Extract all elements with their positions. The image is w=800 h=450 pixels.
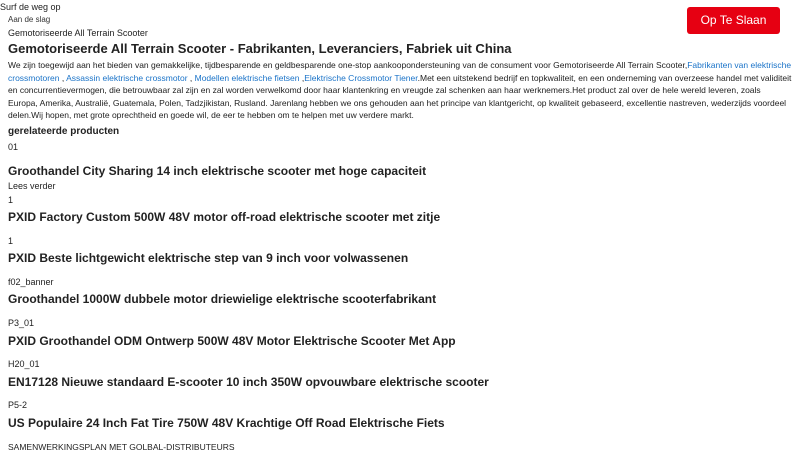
link-electric-crossmotors[interactable]: Fabrikanten van elektrische crossmotoren	[8, 60, 792, 83]
breadcrumb-current: Gemotoriseerde All Terrain Scooter	[8, 28, 148, 38]
product-title[interactable]: PXID Groothandel ODM Ontwerp 500W 48V Motor Elektrische Scooter Met App	[8, 334, 456, 348]
related-products-heading: gerelateerde producten	[8, 126, 120, 137]
cooperation-plan-heading: SAMENWERKINGSPLAN MET GOLBAL-DISTRIBUTEURS	[8, 442, 235, 450]
intro-text	[8, 59, 792, 122]
product-image-label: 01	[8, 142, 19, 152]
product-title[interactable]: PXID Factory Custom 500W 48V motor off-road elektrische scooter met zitje	[8, 210, 441, 224]
product-title[interactable]: PXID Beste lichtgewicht elektrische step van 9 inch voor volwassenen	[8, 251, 409, 265]
intro-part1: We zijn toegewijd aan het bieden van gemakkelijke, tijdbesparende en geldbesparende one-stop aankoopondersteuning van de consument voor Gemotoriseerde All Terrain Scooter,	[8, 60, 688, 70]
link-assassin-crossmotor[interactable]: Assassin elektrische crossmotor	[66, 72, 188, 83]
product-title[interactable]: Groothandel 1000W dubbele motor driewielige elektrische scooterfabrikant	[8, 292, 437, 306]
product-title[interactable]: Groothandel City Sharing 14 inch elektrische scooter met hoge capaciteit	[8, 164, 427, 178]
product-image-label: P3_01	[8, 318, 35, 328]
read-more-link[interactable]: Lees verder	[8, 181, 56, 191]
product-image-label: 1	[8, 236, 14, 246]
product-image-label: 1	[8, 195, 14, 205]
product-image-label: H20_01	[8, 359, 40, 369]
intro-separator: ,	[59, 72, 67, 83]
product-title[interactable]: US Populaire 24 Inch Fat Tire 750W 48V Krachtige Off Road Elektrische Fiets	[8, 416, 445, 430]
intro-separator: ,	[299, 72, 305, 83]
intro-part2: .Met een uitstekend bedrijf en topkwaliteit, en een onderneming van overzeese handel met validiteit en concurrentievermogen, die betrouwbaar zal zijn en zal worden verwelkomd door haar klantenkring en vreugde zal schenken aan haar werknemers.Het product zal over de hele wereld leveren, zoals Europa, Amerika, Australië, Guatemala, Polen, Tadzjikistan, Rusland. Jarenlang hebben we ons gehouden aan het principe van klantgericht, op kwaliteit gebaseerd, excellentie nastreven, wederzijds voordeel delen.Wij hopen, met grote oprechtheid en goede wil, de eer te hebben om te helpen met uw verdere markt.	[8, 72, 792, 121]
page-title: Gemotoriseerde All Terrain Scooter - Fabrikanten, Leveranciers, Fabriek uit China	[8, 41, 512, 56]
intro-separator: ,	[187, 72, 195, 83]
product-image-label: f02_banner	[8, 277, 54, 287]
top-link[interactable]: Surf de weg op	[0, 2, 61, 12]
product-image-label: P5-2	[8, 400, 28, 410]
link-electric-bike-models[interactable]: Modellen elektrische fietsen	[194, 72, 300, 83]
save-button[interactable]: Op Te Slaan	[687, 7, 780, 34]
product-title[interactable]: EN17128 Nieuwe standaard E-scooter 10 inch 350W opvouwbare elektrische scooter	[8, 375, 489, 389]
breadcrumb-home[interactable]: Aan de slag	[8, 15, 51, 24]
link-crossmotor-teen[interactable]: Elektrische Crossmotor Tiener	[304, 72, 418, 83]
